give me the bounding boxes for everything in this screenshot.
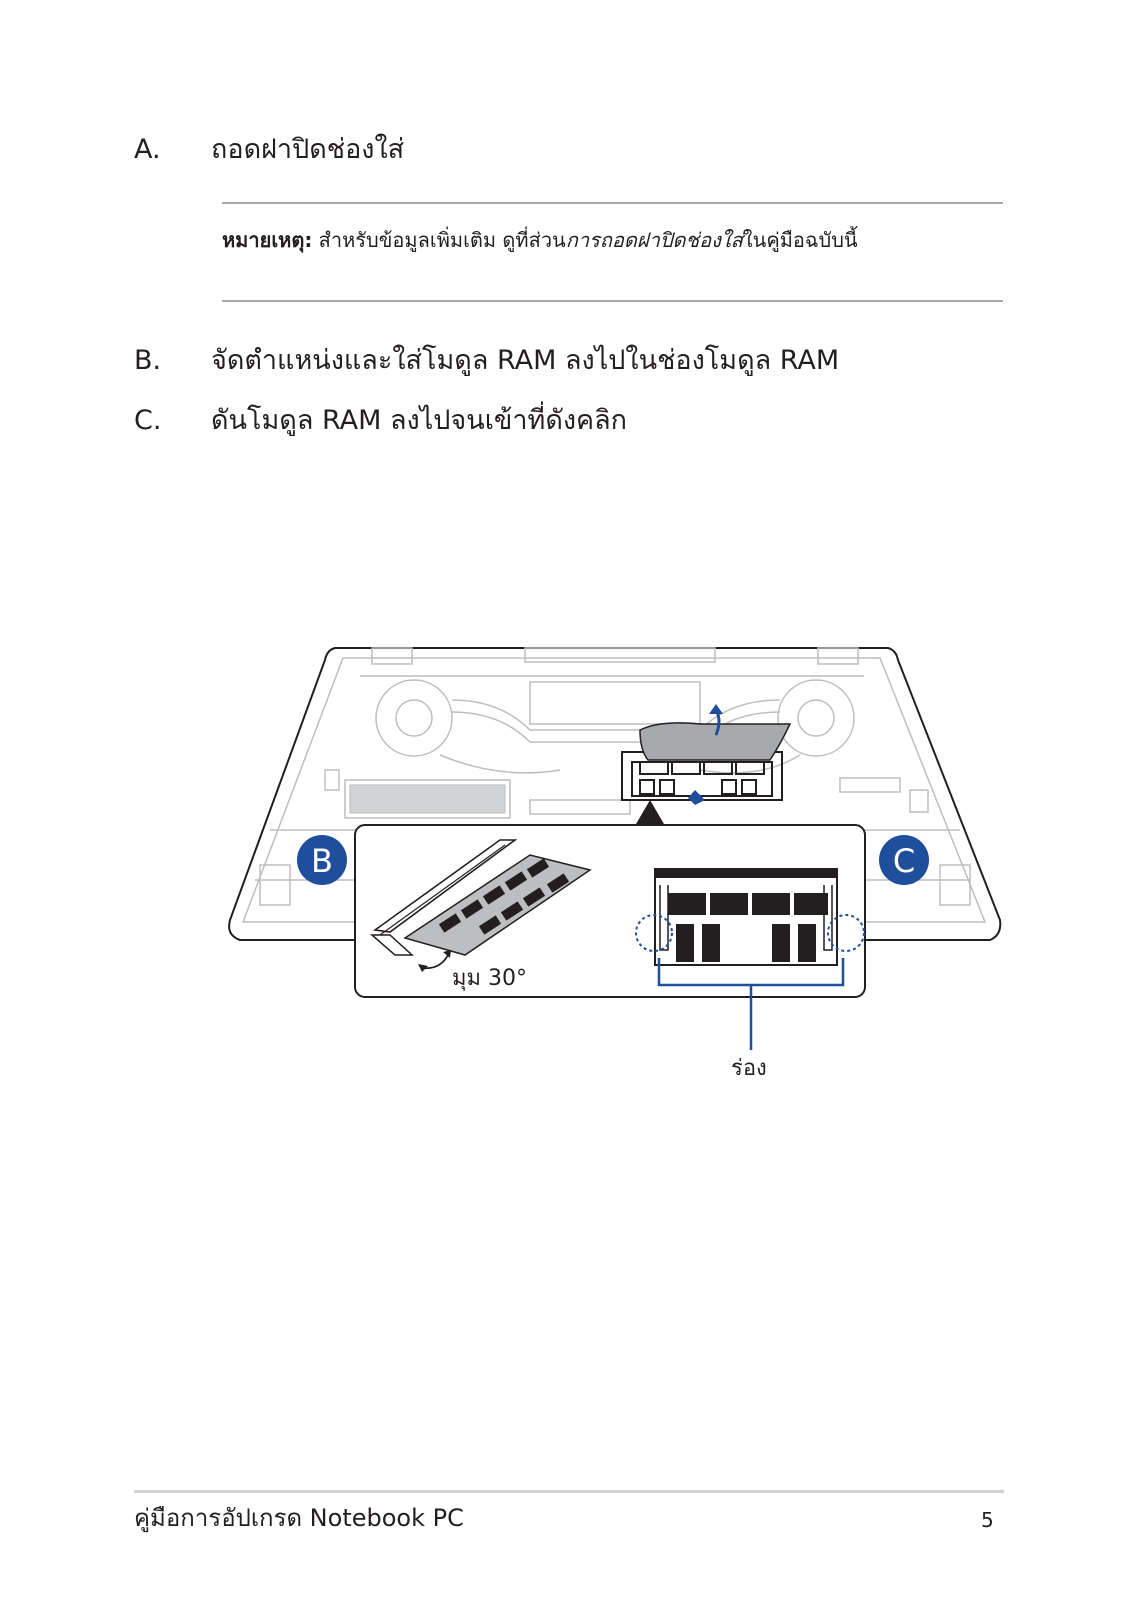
- note-italic-ref: การถอดฝาปิดช่องใส่: [565, 228, 743, 252]
- angle-label: มุม 30°: [452, 966, 527, 991]
- note-text-end: ในคู่มือฉบับนี้: [742, 228, 858, 252]
- page-number: 5: [981, 1508, 994, 1532]
- note-text: สำหรับข้อมูลเพิ่มเติม ดูที่ส่วน: [312, 228, 566, 252]
- step-text: ดันโมดูล RAM ลงไปจนเข้าที่ดังคลิก: [211, 405, 628, 436]
- ssd-module: [350, 785, 505, 813]
- footer-rule: [134, 1490, 1004, 1493]
- step-text: จัดตำแหน่งและใส่โมดูล RAM ลงไปในช่องโมดูล RAM: [211, 345, 840, 376]
- step-text: ถอดฝาปิดช่องใส่: [211, 134, 405, 165]
- step-letter: B.: [134, 345, 162, 376]
- footer-title: คู่มือการอัปเกรด Notebook PC: [134, 1504, 464, 1532]
- callout-b-label: B: [311, 842, 333, 880]
- notch-label: ร่อง: [731, 1056, 767, 1081]
- step-letter: C.: [134, 405, 162, 436]
- note-label: หมายเหตุ:: [222, 228, 313, 252]
- insert-arrow-icon: [688, 790, 705, 805]
- callout-pointer: [636, 800, 664, 824]
- step-letter: A.: [134, 134, 161, 165]
- protective-film: [640, 723, 790, 760]
- callout-c-label: C: [892, 842, 916, 880]
